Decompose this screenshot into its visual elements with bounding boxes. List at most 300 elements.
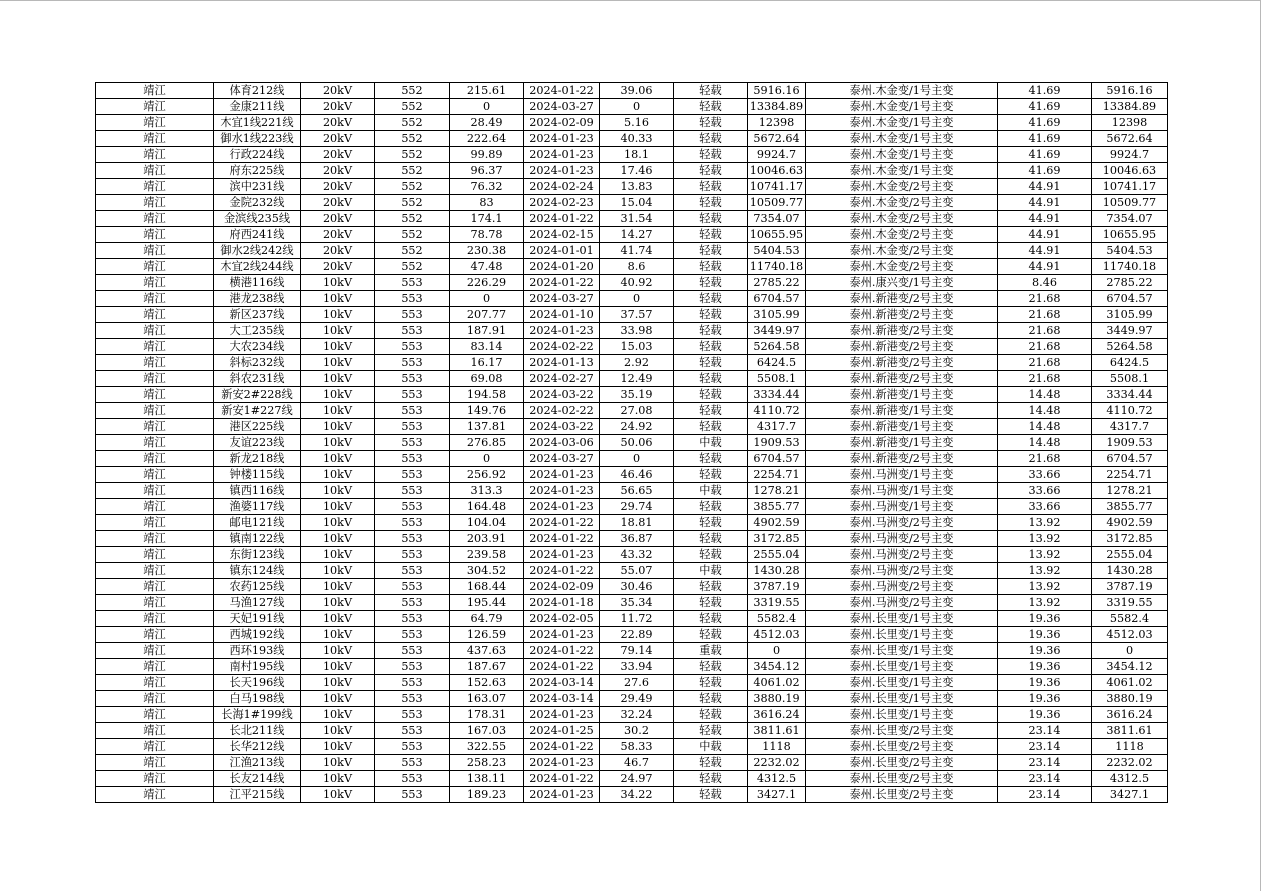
load-cell[interactable]: 187.91	[450, 323, 524, 339]
capacity-cell[interactable]: 3454.12	[748, 659, 806, 675]
remaining-cell[interactable]: 4317.7	[1092, 419, 1168, 435]
capacity-cell[interactable]: 2254.71	[748, 467, 806, 483]
transformer-rate-cell[interactable]: 14.48	[998, 419, 1092, 435]
substation-cell[interactable]: 泰州.长里变/1号主变	[806, 611, 998, 627]
transformer-rate-cell[interactable]: 33.66	[998, 483, 1092, 499]
load-cell[interactable]: 78.78	[450, 227, 524, 243]
transformer-rate-cell[interactable]: 44.91	[998, 243, 1092, 259]
status-cell[interactable]: 中载	[674, 563, 748, 579]
substation-cell[interactable]: 泰州.新港变/2号主变	[806, 307, 998, 323]
capacity-cell[interactable]: 1909.53	[748, 435, 806, 451]
code-cell[interactable]: 552	[375, 243, 450, 259]
remaining-cell[interactable]: 5508.1	[1092, 371, 1168, 387]
capacity-cell[interactable]: 6704.57	[748, 291, 806, 307]
line-name-cell[interactable]: 御水1线223线	[214, 131, 301, 147]
code-cell[interactable]: 552	[375, 179, 450, 195]
date-cell[interactable]: 2024-01-13	[524, 355, 600, 371]
line-name-cell[interactable]: 木宜1线221线	[214, 115, 301, 131]
rate-cell[interactable]: 2.92	[600, 355, 674, 371]
rate-cell[interactable]: 31.54	[600, 211, 674, 227]
voltage-cell[interactable]: 10kV	[301, 323, 375, 339]
line-name-cell[interactable]: 横港116线	[214, 275, 301, 291]
substation-cell[interactable]: 泰州.木金变/1号主变	[806, 147, 998, 163]
substation-cell[interactable]: 泰州.新港变/2号主变	[806, 371, 998, 387]
remaining-cell[interactable]: 5404.53	[1092, 243, 1168, 259]
status-cell[interactable]: 轻载	[674, 147, 748, 163]
transformer-rate-cell[interactable]: 13.92	[998, 531, 1092, 547]
capacity-cell[interactable]: 3787.19	[748, 579, 806, 595]
load-cell[interactable]: 0	[450, 291, 524, 307]
code-cell[interactable]: 553	[375, 499, 450, 515]
code-cell[interactable]: 553	[375, 691, 450, 707]
voltage-cell[interactable]: 10kV	[301, 739, 375, 755]
rate-cell[interactable]: 37.57	[600, 307, 674, 323]
county-cell[interactable]: 靖江	[96, 339, 214, 355]
county-cell[interactable]: 靖江	[96, 83, 214, 99]
load-cell[interactable]: 313.3	[450, 483, 524, 499]
transformer-rate-cell[interactable]: 19.36	[998, 691, 1092, 707]
rate-cell[interactable]: 27.08	[600, 403, 674, 419]
load-cell[interactable]: 276.85	[450, 435, 524, 451]
voltage-cell[interactable]: 20kV	[301, 195, 375, 211]
voltage-cell[interactable]: 10kV	[301, 291, 375, 307]
transformer-rate-cell[interactable]: 44.91	[998, 179, 1092, 195]
rate-cell[interactable]: 46.46	[600, 467, 674, 483]
transformer-rate-cell[interactable]: 19.36	[998, 707, 1092, 723]
line-name-cell[interactable]: 江平215线	[214, 787, 301, 803]
transformer-rate-cell[interactable]: 23.14	[998, 723, 1092, 739]
remaining-cell[interactable]: 10655.95	[1092, 227, 1168, 243]
line-name-cell[interactable]: 港龙238线	[214, 291, 301, 307]
status-cell[interactable]: 轻载	[674, 723, 748, 739]
status-cell[interactable]: 轻载	[674, 611, 748, 627]
remaining-cell[interactable]: 4512.03	[1092, 627, 1168, 643]
transformer-rate-cell[interactable]: 33.66	[998, 467, 1092, 483]
load-cell[interactable]: 194.58	[450, 387, 524, 403]
transformer-rate-cell[interactable]: 13.92	[998, 515, 1092, 531]
status-cell[interactable]: 中载	[674, 483, 748, 499]
capacity-cell[interactable]: 5404.53	[748, 243, 806, 259]
substation-cell[interactable]: 泰州.马洲变/2号主变	[806, 531, 998, 547]
status-cell[interactable]: 中载	[674, 739, 748, 755]
substation-cell[interactable]: 泰州.木金变/1号主变	[806, 131, 998, 147]
remaining-cell[interactable]: 1278.21	[1092, 483, 1168, 499]
rate-cell[interactable]: 35.19	[600, 387, 674, 403]
rate-cell[interactable]: 29.49	[600, 691, 674, 707]
date-cell[interactable]: 2024-02-05	[524, 611, 600, 627]
substation-cell[interactable]: 泰州.马洲变/2号主变	[806, 563, 998, 579]
date-cell[interactable]: 2024-01-22	[524, 275, 600, 291]
voltage-cell[interactable]: 10kV	[301, 675, 375, 691]
code-cell[interactable]: 553	[375, 595, 450, 611]
status-cell[interactable]: 轻载	[674, 275, 748, 291]
transformer-rate-cell[interactable]: 23.14	[998, 771, 1092, 787]
remaining-cell[interactable]: 13384.89	[1092, 99, 1168, 115]
rate-cell[interactable]: 0	[600, 291, 674, 307]
code-cell[interactable]: 552	[375, 195, 450, 211]
transformer-rate-cell[interactable]: 41.69	[998, 115, 1092, 131]
voltage-cell[interactable]: 20kV	[301, 179, 375, 195]
county-cell[interactable]: 靖江	[96, 371, 214, 387]
code-cell[interactable]: 553	[375, 419, 450, 435]
county-cell[interactable]: 靖江	[96, 131, 214, 147]
substation-cell[interactable]: 泰州.长里变/2号主变	[806, 755, 998, 771]
status-cell[interactable]: 轻载	[674, 659, 748, 675]
status-cell[interactable]: 轻载	[674, 515, 748, 531]
remaining-cell[interactable]: 0	[1092, 643, 1168, 659]
county-cell[interactable]: 靖江	[96, 227, 214, 243]
transformer-rate-cell[interactable]: 41.69	[998, 147, 1092, 163]
status-cell[interactable]: 轻载	[674, 707, 748, 723]
code-cell[interactable]: 553	[375, 627, 450, 643]
load-cell[interactable]: 167.03	[450, 723, 524, 739]
voltage-cell[interactable]: 10kV	[301, 691, 375, 707]
code-cell[interactable]: 552	[375, 115, 450, 131]
date-cell[interactable]: 2024-01-23	[524, 707, 600, 723]
remaining-cell[interactable]: 2254.71	[1092, 467, 1168, 483]
status-cell[interactable]: 轻载	[674, 467, 748, 483]
voltage-cell[interactable]: 10kV	[301, 387, 375, 403]
voltage-cell[interactable]: 10kV	[301, 787, 375, 803]
transformer-rate-cell[interactable]: 41.69	[998, 99, 1092, 115]
substation-cell[interactable]: 泰州.木金变/2号主变	[806, 179, 998, 195]
rate-cell[interactable]: 33.98	[600, 323, 674, 339]
line-name-cell[interactable]: 金滨线235线	[214, 211, 301, 227]
remaining-cell[interactable]: 2232.02	[1092, 755, 1168, 771]
voltage-cell[interactable]: 10kV	[301, 403, 375, 419]
capacity-cell[interactable]: 5916.16	[748, 83, 806, 99]
capacity-cell[interactable]: 1278.21	[748, 483, 806, 499]
status-cell[interactable]: 轻载	[674, 83, 748, 99]
capacity-cell[interactable]: 3855.77	[748, 499, 806, 515]
substation-cell[interactable]: 泰州.长里变/1号主变	[806, 691, 998, 707]
date-cell[interactable]: 2024-02-15	[524, 227, 600, 243]
county-cell[interactable]: 靖江	[96, 243, 214, 259]
county-cell[interactable]: 靖江	[96, 435, 214, 451]
code-cell[interactable]: 553	[375, 307, 450, 323]
code-cell[interactable]: 552	[375, 99, 450, 115]
load-cell[interactable]: 69.08	[450, 371, 524, 387]
capacity-cell[interactable]: 3105.99	[748, 307, 806, 323]
remaining-cell[interactable]: 3172.85	[1092, 531, 1168, 547]
transformer-rate-cell[interactable]: 41.69	[998, 163, 1092, 179]
county-cell[interactable]: 靖江	[96, 659, 214, 675]
transformer-rate-cell[interactable]: 19.36	[998, 627, 1092, 643]
rate-cell[interactable]: 56.65	[600, 483, 674, 499]
status-cell[interactable]: 轻载	[674, 307, 748, 323]
substation-cell[interactable]: 泰州.长里变/2号主变	[806, 771, 998, 787]
substation-cell[interactable]: 泰州.马洲变/1号主变	[806, 467, 998, 483]
county-cell[interactable]: 靖江	[96, 403, 214, 419]
status-cell[interactable]: 轻载	[674, 451, 748, 467]
status-cell[interactable]: 轻载	[674, 755, 748, 771]
status-cell[interactable]: 轻载	[674, 419, 748, 435]
capacity-cell[interactable]: 3427.1	[748, 787, 806, 803]
code-cell[interactable]: 552	[375, 83, 450, 99]
status-cell[interactable]: 轻载	[674, 403, 748, 419]
code-cell[interactable]: 553	[375, 467, 450, 483]
code-cell[interactable]: 553	[375, 515, 450, 531]
remaining-cell[interactable]: 3319.55	[1092, 595, 1168, 611]
code-cell[interactable]: 552	[375, 259, 450, 275]
transformer-rate-cell[interactable]: 21.68	[998, 291, 1092, 307]
line-name-cell[interactable]: 长友214线	[214, 771, 301, 787]
substation-cell[interactable]: 泰州.新港变/1号主变	[806, 435, 998, 451]
rate-cell[interactable]: 18.81	[600, 515, 674, 531]
line-name-cell[interactable]: 金院232线	[214, 195, 301, 211]
transformer-rate-cell[interactable]: 8.46	[998, 275, 1092, 291]
load-cell[interactable]: 207.77	[450, 307, 524, 323]
status-cell[interactable]: 轻载	[674, 291, 748, 307]
load-cell[interactable]: 215.61	[450, 83, 524, 99]
load-cell[interactable]: 99.89	[450, 147, 524, 163]
code-cell[interactable]: 553	[375, 659, 450, 675]
rate-cell[interactable]: 8.6	[600, 259, 674, 275]
load-cell[interactable]: 304.52	[450, 563, 524, 579]
substation-cell[interactable]: 泰州.马洲变/2号主变	[806, 595, 998, 611]
county-cell[interactable]: 靖江	[96, 531, 214, 547]
rate-cell[interactable]: 35.34	[600, 595, 674, 611]
load-cell[interactable]: 189.23	[450, 787, 524, 803]
capacity-cell[interactable]: 13384.89	[748, 99, 806, 115]
substation-cell[interactable]: 泰州.马洲变/1号主变	[806, 499, 998, 515]
county-cell[interactable]: 靖江	[96, 643, 214, 659]
code-cell[interactable]: 553	[375, 339, 450, 355]
voltage-cell[interactable]: 10kV	[301, 371, 375, 387]
voltage-cell[interactable]: 10kV	[301, 435, 375, 451]
remaining-cell[interactable]: 3855.77	[1092, 499, 1168, 515]
transformer-rate-cell[interactable]: 23.14	[998, 787, 1092, 803]
status-cell[interactable]: 轻载	[674, 627, 748, 643]
capacity-cell[interactable]: 3172.85	[748, 531, 806, 547]
code-cell[interactable]: 553	[375, 483, 450, 499]
remaining-cell[interactable]: 9924.7	[1092, 147, 1168, 163]
voltage-cell[interactable]: 10kV	[301, 643, 375, 659]
load-cell[interactable]: 104.04	[450, 515, 524, 531]
remaining-cell[interactable]: 12398	[1092, 115, 1168, 131]
code-cell[interactable]: 553	[375, 739, 450, 755]
line-name-cell[interactable]: 江渔213线	[214, 755, 301, 771]
line-name-cell[interactable]: 白马198线	[214, 691, 301, 707]
date-cell[interactable]: 2024-03-27	[524, 451, 600, 467]
capacity-cell[interactable]: 4512.03	[748, 627, 806, 643]
remaining-cell[interactable]: 5916.16	[1092, 83, 1168, 99]
status-cell[interactable]: 轻载	[674, 787, 748, 803]
voltage-cell[interactable]: 20kV	[301, 147, 375, 163]
line-name-cell[interactable]: 府东225线	[214, 163, 301, 179]
voltage-cell[interactable]: 20kV	[301, 99, 375, 115]
capacity-cell[interactable]: 4317.7	[748, 419, 806, 435]
substation-cell[interactable]: 泰州.木金变/1号主变	[806, 115, 998, 131]
substation-cell[interactable]: 泰州.长里变/1号主变	[806, 707, 998, 723]
date-cell[interactable]: 2024-03-14	[524, 691, 600, 707]
voltage-cell[interactable]: 20kV	[301, 83, 375, 99]
code-cell[interactable]: 553	[375, 579, 450, 595]
date-cell[interactable]: 2024-01-20	[524, 259, 600, 275]
substation-cell[interactable]: 泰州.新港变/2号主变	[806, 323, 998, 339]
remaining-cell[interactable]: 6704.57	[1092, 451, 1168, 467]
load-cell[interactable]: 437.63	[450, 643, 524, 659]
rate-cell[interactable]: 79.14	[600, 643, 674, 659]
date-cell[interactable]: 2024-02-09	[524, 579, 600, 595]
remaining-cell[interactable]: 6704.57	[1092, 291, 1168, 307]
transformer-rate-cell[interactable]: 21.68	[998, 451, 1092, 467]
date-cell[interactable]: 2024-01-23	[524, 499, 600, 515]
remaining-cell[interactable]: 4110.72	[1092, 403, 1168, 419]
rate-cell[interactable]: 50.06	[600, 435, 674, 451]
transformer-rate-cell[interactable]: 13.92	[998, 563, 1092, 579]
capacity-cell[interactable]: 10655.95	[748, 227, 806, 243]
load-cell[interactable]: 149.76	[450, 403, 524, 419]
substation-cell[interactable]: 泰州.马洲变/2号主变	[806, 515, 998, 531]
date-cell[interactable]: 2024-01-22	[524, 659, 600, 675]
rate-cell[interactable]: 34.22	[600, 787, 674, 803]
load-cell[interactable]: 222.64	[450, 131, 524, 147]
status-cell[interactable]: 轻载	[674, 131, 748, 147]
county-cell[interactable]: 靖江	[96, 179, 214, 195]
status-cell[interactable]: 轻载	[674, 531, 748, 547]
rate-cell[interactable]: 0	[600, 99, 674, 115]
rate-cell[interactable]: 11.72	[600, 611, 674, 627]
code-cell[interactable]: 552	[375, 227, 450, 243]
capacity-cell[interactable]: 4110.72	[748, 403, 806, 419]
remaining-cell[interactable]: 3427.1	[1092, 787, 1168, 803]
date-cell[interactable]: 2024-01-22	[524, 643, 600, 659]
transformer-rate-cell[interactable]: 21.68	[998, 355, 1092, 371]
substation-cell[interactable]: 泰州.木金变/2号主变	[806, 243, 998, 259]
county-cell[interactable]: 靖江	[96, 723, 214, 739]
county-cell[interactable]: 靖江	[96, 451, 214, 467]
line-name-cell[interactable]: 木宜2线244线	[214, 259, 301, 275]
remaining-cell[interactable]: 6424.5	[1092, 355, 1168, 371]
capacity-cell[interactable]: 1430.28	[748, 563, 806, 579]
date-cell[interactable]: 2024-01-23	[524, 147, 600, 163]
voltage-cell[interactable]: 10kV	[301, 339, 375, 355]
rate-cell[interactable]: 33.94	[600, 659, 674, 675]
capacity-cell[interactable]: 3319.55	[748, 595, 806, 611]
rate-cell[interactable]: 0	[600, 451, 674, 467]
county-cell[interactable]: 靖江	[96, 675, 214, 691]
load-cell[interactable]: 0	[450, 99, 524, 115]
voltage-cell[interactable]: 10kV	[301, 275, 375, 291]
substation-cell[interactable]: 泰州.木金变/2号主变	[806, 259, 998, 275]
substation-cell[interactable]: 泰州.新港变/1号主变	[806, 403, 998, 419]
substation-cell[interactable]: 泰州.木金变/1号主变	[806, 83, 998, 99]
voltage-cell[interactable]: 10kV	[301, 563, 375, 579]
capacity-cell[interactable]: 3334.44	[748, 387, 806, 403]
load-cell[interactable]: 28.49	[450, 115, 524, 131]
substation-cell[interactable]: 泰州.木金变/1号主变	[806, 163, 998, 179]
substation-cell[interactable]: 泰州.新港变/1号主变	[806, 387, 998, 403]
code-cell[interactable]: 553	[375, 723, 450, 739]
transformer-rate-cell[interactable]: 19.36	[998, 675, 1092, 691]
county-cell[interactable]: 靖江	[96, 419, 214, 435]
voltage-cell[interactable]: 20kV	[301, 131, 375, 147]
rate-cell[interactable]: 43.32	[600, 547, 674, 563]
line-name-cell[interactable]: 御水2线242线	[214, 243, 301, 259]
line-name-cell[interactable]: 长北211线	[214, 723, 301, 739]
date-cell[interactable]: 2024-02-23	[524, 195, 600, 211]
status-cell[interactable]: 轻载	[674, 227, 748, 243]
voltage-cell[interactable]: 20kV	[301, 163, 375, 179]
county-cell[interactable]: 靖江	[96, 387, 214, 403]
voltage-cell[interactable]: 20kV	[301, 115, 375, 131]
status-cell[interactable]: 轻载	[674, 499, 748, 515]
capacity-cell[interactable]: 2785.22	[748, 275, 806, 291]
load-cell[interactable]: 256.92	[450, 467, 524, 483]
load-cell[interactable]: 203.91	[450, 531, 524, 547]
date-cell[interactable]: 2024-01-23	[524, 755, 600, 771]
county-cell[interactable]: 靖江	[96, 515, 214, 531]
status-cell[interactable]: 轻载	[674, 339, 748, 355]
remaining-cell[interactable]: 10046.63	[1092, 163, 1168, 179]
line-name-cell[interactable]: 镇西116线	[214, 483, 301, 499]
voltage-cell[interactable]: 10kV	[301, 627, 375, 643]
date-cell[interactable]: 2024-02-22	[524, 339, 600, 355]
county-cell[interactable]: 靖江	[96, 611, 214, 627]
load-cell[interactable]: 83.14	[450, 339, 524, 355]
remaining-cell[interactable]: 1118	[1092, 739, 1168, 755]
code-cell[interactable]: 553	[375, 355, 450, 371]
line-name-cell[interactable]: 南村195线	[214, 659, 301, 675]
substation-cell[interactable]: 泰州.长里变/1号主变	[806, 675, 998, 691]
line-name-cell[interactable]: 西环193线	[214, 643, 301, 659]
remaining-cell[interactable]: 3616.24	[1092, 707, 1168, 723]
voltage-cell[interactable]: 20kV	[301, 259, 375, 275]
line-name-cell[interactable]: 西城192线	[214, 627, 301, 643]
substation-cell[interactable]: 泰州.长里变/1号主变	[806, 627, 998, 643]
voltage-cell[interactable]: 10kV	[301, 419, 375, 435]
rate-cell[interactable]: 39.06	[600, 83, 674, 99]
capacity-cell[interactable]: 6704.57	[748, 451, 806, 467]
date-cell[interactable]: 2024-01-22	[524, 531, 600, 547]
date-cell[interactable]: 2024-03-22	[524, 387, 600, 403]
voltage-cell[interactable]: 10kV	[301, 355, 375, 371]
rate-cell[interactable]: 18.1	[600, 147, 674, 163]
date-cell[interactable]: 2024-01-23	[524, 467, 600, 483]
date-cell[interactable]: 2024-02-27	[524, 371, 600, 387]
load-cell[interactable]: 76.32	[450, 179, 524, 195]
load-cell[interactable]: 152.63	[450, 675, 524, 691]
load-cell[interactable]: 187.67	[450, 659, 524, 675]
remaining-cell[interactable]: 3454.12	[1092, 659, 1168, 675]
rate-cell[interactable]: 32.24	[600, 707, 674, 723]
voltage-cell[interactable]: 10kV	[301, 579, 375, 595]
line-name-cell[interactable]: 金康211线	[214, 99, 301, 115]
date-cell[interactable]: 2024-02-22	[524, 403, 600, 419]
status-cell[interactable]: 轻载	[674, 195, 748, 211]
capacity-cell[interactable]: 2232.02	[748, 755, 806, 771]
status-cell[interactable]: 轻载	[674, 371, 748, 387]
line-name-cell[interactable]: 新龙218线	[214, 451, 301, 467]
status-cell[interactable]: 轻载	[674, 99, 748, 115]
date-cell[interactable]: 2024-01-23	[524, 131, 600, 147]
code-cell[interactable]: 553	[375, 371, 450, 387]
transformer-rate-cell[interactable]: 13.92	[998, 547, 1092, 563]
capacity-cell[interactable]: 3449.97	[748, 323, 806, 339]
rate-cell[interactable]: 5.16	[600, 115, 674, 131]
code-cell[interactable]: 553	[375, 787, 450, 803]
capacity-cell[interactable]: 4061.02	[748, 675, 806, 691]
transformer-rate-cell[interactable]: 41.69	[998, 131, 1092, 147]
remaining-cell[interactable]: 3105.99	[1092, 307, 1168, 323]
substation-cell[interactable]: 泰州.长里变/2号主变	[806, 739, 998, 755]
transformer-rate-cell[interactable]: 41.69	[998, 83, 1092, 99]
county-cell[interactable]: 靖江	[96, 739, 214, 755]
voltage-cell[interactable]: 10kV	[301, 467, 375, 483]
remaining-cell[interactable]: 7354.07	[1092, 211, 1168, 227]
county-cell[interactable]: 靖江	[96, 755, 214, 771]
